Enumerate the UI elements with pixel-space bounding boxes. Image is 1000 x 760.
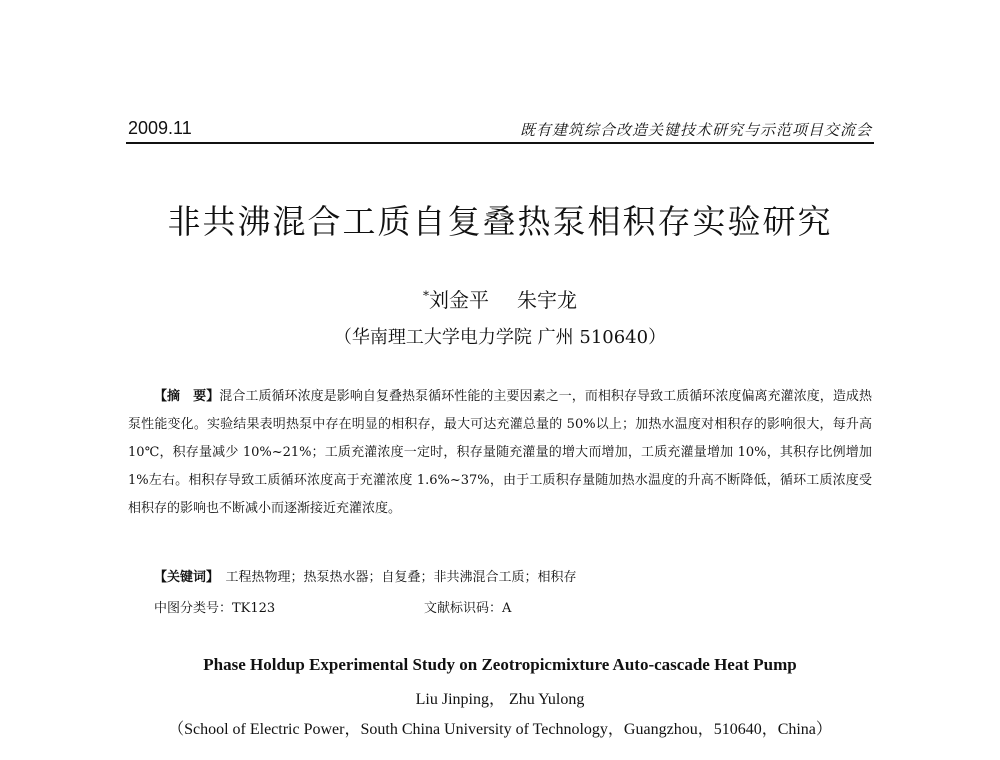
english-authors: Liu Jinping， Zhu Yulong — [415, 691, 585, 708]
keywords-label: 【关键词】 — [154, 570, 213, 585]
keywords — [154, 566, 577, 585]
affiliation: （华南理工大学电力学院 广州 510640） — [333, 327, 667, 348]
corresponding-mark: * — [423, 288, 429, 303]
header-conference: 既有建筑综合改造关键技术研究与示范项目交流会 — [519, 121, 872, 139]
author-second: 朱宇龙 — [517, 288, 577, 312]
english-affiliation: （School of Electric Power，South China University of Technology，Guangzhou，510640，China） — [168, 721, 832, 738]
classification-line — [154, 597, 512, 616]
author-line — [0, 284, 1000, 313]
paper-title: 非共沸混合工质自复叠热泵相积存实验研究 — [167, 202, 833, 241]
abstract — [128, 383, 872, 523]
abstract-text: 混合工质循环浓度是影响自复叠热泵循环性能的主要因素之一，而相积存导致工质循环浓度偏离充灌浓度，造成热泵性能变化。实验结果表明热泵中存在明显的相积存，最大可达充灌总量的 50%以上；加热水温度对相积存的影响很大，每升高 10℃，积存量减少 10%~21%；工质充灌浓度一定时，积存量随充灌量的增大而增加，工质充灌量增加 10%，其积存比例增加 1%左右。相积存导致工质循环浓度高于充灌浓度 1.6%~37%，由于工质积存量随加热水温度的升高不断降低，循环工质浓度受相积存的影响也不断减小而逐渐接近充灌浓度。 — [128, 389, 872, 516]
document-code: 文献标识码：A — [424, 601, 512, 616]
header-rule — [126, 142, 874, 144]
english-title: Phase Holdup Experimental Study on Zeotropicmixture Auto-cascade Heat Pump — [203, 655, 797, 674]
keywords-text: 工程热物理；热泵热水器；自复叠；非共沸混合工质；相积存 — [225, 570, 577, 585]
clc-number: 中图分类号：TK123 — [154, 601, 276, 616]
abstract-label: 【摘 要】 — [154, 389, 220, 404]
author-first: 刘金平 — [429, 288, 489, 312]
header-date: 2009.11 — [128, 118, 192, 138]
